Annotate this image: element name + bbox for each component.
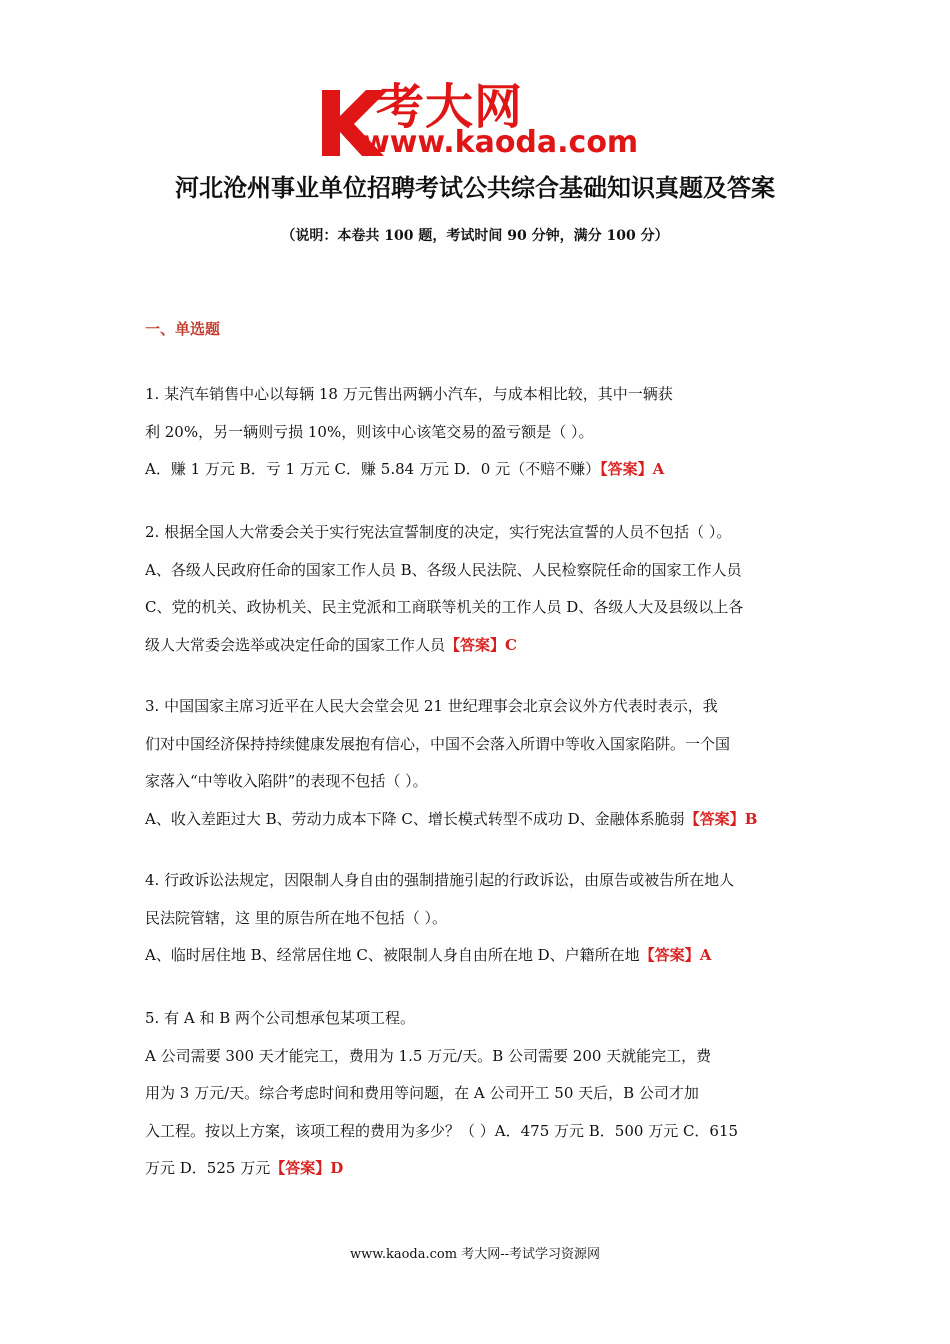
question-5 (145, 1000, 810, 1188)
question-line: 民法院管辖，这 里的原告所在地不包括（ ）。 (145, 908, 448, 927)
question-options (145, 801, 810, 839)
document-title: 河北沧州事业单位招聘考试公共综合基础知识真题及答案 (175, 173, 775, 202)
question-line: 2. 根据全国人大常委会关于实行宪法宣誓制度的决定，实行宪法宣誓的人员不包括（ ）。 (145, 523, 732, 541)
question-1 (145, 376, 810, 489)
question-line: C、党的机关、政协机关、民主党派和工商联等机关的工作人员 D、各级人大及县级以上各 (145, 598, 744, 616)
question-line: A 公司需要 300 天才能完工，费用为 1.5 万元/天。B 公司需要 200 天就能完工，费 (145, 1046, 712, 1065)
answer-label: 【答案】 (270, 1159, 331, 1177)
document-subtitle: （说明：本卷共 100 题，考试时间 90 分钟，满分 100 分） (281, 228, 669, 244)
question-2 (145, 514, 810, 664)
logo-brand-url: www.kaoda.com (362, 125, 639, 160)
question-line: 1. 某汽车销售中心以每辆 18 万元售出两辆小汽车，与成本相比较，其中一辆获 (145, 385, 673, 403)
options-text: A、收入差距过大 B、劳动力成本下降 C、增长模式转型不成功 D、金融体系脆弱 (145, 809, 685, 828)
answer-label: 【答案】 (600, 460, 653, 478)
page-footer: www.kaoda.com 考大网--考试学习资源网 (350, 1247, 600, 1262)
question-4 (145, 862, 810, 975)
answer-value: A (652, 460, 665, 478)
question-line: 入工程。按以上方案，该项工程的费用为多少？（ ）A．475 万元 B．500 万元 C．615 (145, 1121, 739, 1140)
answer-value: B (744, 809, 758, 828)
question-line: 5. 有 A 和 B 两个公司想承包某项工程。 (145, 1009, 416, 1027)
options-text: A．赚 1 万元 B．亏 1 万元 C．赚 5.84 万元 D．0 元（不赔不赚） (145, 460, 601, 478)
logo-brand-cn: 考大网 (376, 79, 524, 135)
question-line: 4. 行政诉讼法规定，因限制人身自由的强制措施引起的行政诉讼，由原告或被告所在地人 (145, 871, 735, 889)
options-text: 万元 D．525 万元 (145, 1159, 271, 1177)
options-text: 级人大常委会选举或决定任命的国家工作人员 (145, 635, 446, 654)
answer-value: A (699, 946, 712, 964)
question-line: 利 20%，另一辆则亏损 10%，则该中心该笔交易的盈亏额是（ ）。 (145, 422, 594, 441)
options-text: A、临时居住地 B、经常居住地 C、被限制人身自由所在地 D、户籍所在地 (145, 946, 640, 964)
question-line: 用为 3 万元/天。综合考虑时间和费用等问题，在 A 公司开工 50 天后，B 公司才加 (145, 1084, 699, 1102)
answer-value: C (505, 635, 517, 654)
question-line: 3. 中国国家主席习近平在人民大会堂会见 21 世纪理事会北京会议外方代表时表示，我 (145, 697, 718, 715)
kaoda-logo (318, 79, 639, 160)
answer-label: 【答案】 (684, 809, 745, 828)
question-options (145, 1150, 810, 1188)
section-heading: 一、单选题 (145, 320, 221, 338)
question-options (145, 451, 810, 489)
answer-label: 【答案】 (445, 635, 506, 654)
question-options (145, 627, 810, 665)
question-line: A、各级人民政府任命的国家工作人员 B、各级人民法院、人民检察院任命的国家工作人员 (145, 560, 742, 579)
question-line: 家落入“中等收入陷阱”的表现不包括（ ）。 (145, 772, 428, 790)
question-options (145, 937, 810, 975)
question-3 (145, 688, 810, 838)
answer-value: D (330, 1159, 344, 1177)
question-line: 们对中国经济保持持续健康发展抱有信心，中国不会落入所谓中等收入国家陷阱。一个国 (145, 734, 731, 753)
answer-label: 【答案】 (639, 946, 700, 964)
